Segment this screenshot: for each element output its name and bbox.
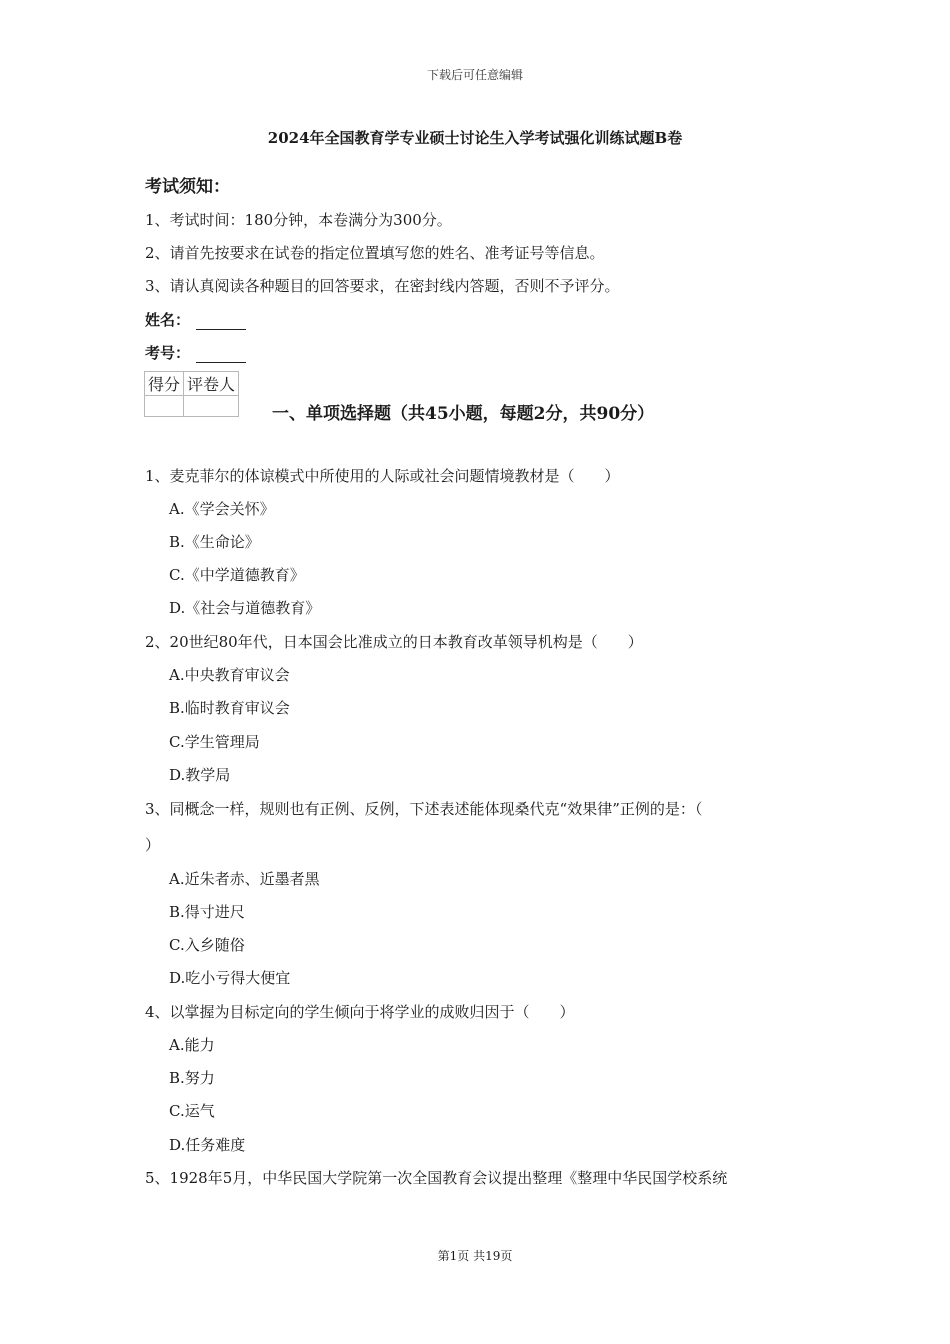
id-blank[interactable]	[196, 348, 246, 363]
option: C.运气	[169, 1102, 215, 1120]
option: B.临时教育审议会	[169, 699, 290, 717]
notice-heading: 考试须知：	[145, 177, 230, 197]
notice-item: 2、请首先按要求在试卷的指定位置填写您的姓名、准考证号等信息。	[145, 244, 605, 262]
page-footer: 第1页 共19页	[437, 1249, 513, 1263]
option: D.教学局	[169, 766, 231, 784]
option: B.努力	[169, 1069, 215, 1087]
option: D.吃小亏得大便宜	[169, 969, 291, 987]
question-4: 4、以掌握为目标定向的学生倾向于将学业的成败归因于（ ）	[145, 1003, 575, 1021]
option: D.《社会与道德教育》	[169, 599, 321, 617]
id-field	[145, 342, 246, 363]
id-label: 考号：	[145, 344, 191, 362]
question-3: 3、同概念一样，规则也有正例、反例，下述表述能体现桑代克“效果律”正例的是：（	[145, 800, 703, 818]
option: A.近朱者赤、近墨者黑	[169, 870, 320, 888]
option: A.《学会关怀》	[169, 500, 275, 518]
question-3-continued: ）	[145, 836, 161, 854]
exam-title: 2024年全国教育学专业硕士讨论生入学考试强化训练试题B卷	[267, 129, 683, 147]
option: C.入乡随俗	[169, 936, 245, 954]
page-header: 下载后可任意编辑	[426, 68, 523, 82]
notice-item: 3、请认真阅读各种题目的回答要求，在密封线内答题，否则不予评分。	[145, 277, 620, 295]
question-1: 1、麦克菲尔的体谅模式中所使用的人际或社会问题情境教材是（ ）	[145, 467, 620, 485]
score-cell	[145, 396, 184, 417]
notice-item: 1、考试时间：180分钟，本卷满分为300分。	[145, 211, 452, 229]
score-table	[144, 371, 239, 417]
grader-header: 评卷人	[184, 372, 239, 396]
option: A.中央教育审议会	[169, 666, 290, 684]
name-label: 姓名：	[145, 311, 191, 329]
name-blank[interactable]	[196, 315, 246, 330]
question-5: 5、1928年5月，中华民国大学院第一次全国教育会议提出整理《整理中华民国学校系统	[145, 1169, 728, 1187]
option: D.任务难度	[169, 1136, 246, 1154]
option: B.《生命论》	[169, 533, 260, 551]
option: C.学生管理局	[169, 733, 260, 751]
question-2: 2、20世纪80年代，日本国会比准成立的日本教育改革领导机构是（ ）	[145, 633, 643, 651]
option: C.《中学道德教育》	[169, 566, 305, 584]
name-field	[145, 309, 246, 330]
option: B.得寸进尺	[169, 903, 245, 921]
section-heading: 一、单项选择题（共45小题，每题2分，共90分）	[272, 404, 655, 424]
score-header: 得分	[145, 372, 184, 396]
grader-cell	[184, 396, 239, 417]
option: A.能力	[169, 1036, 215, 1054]
